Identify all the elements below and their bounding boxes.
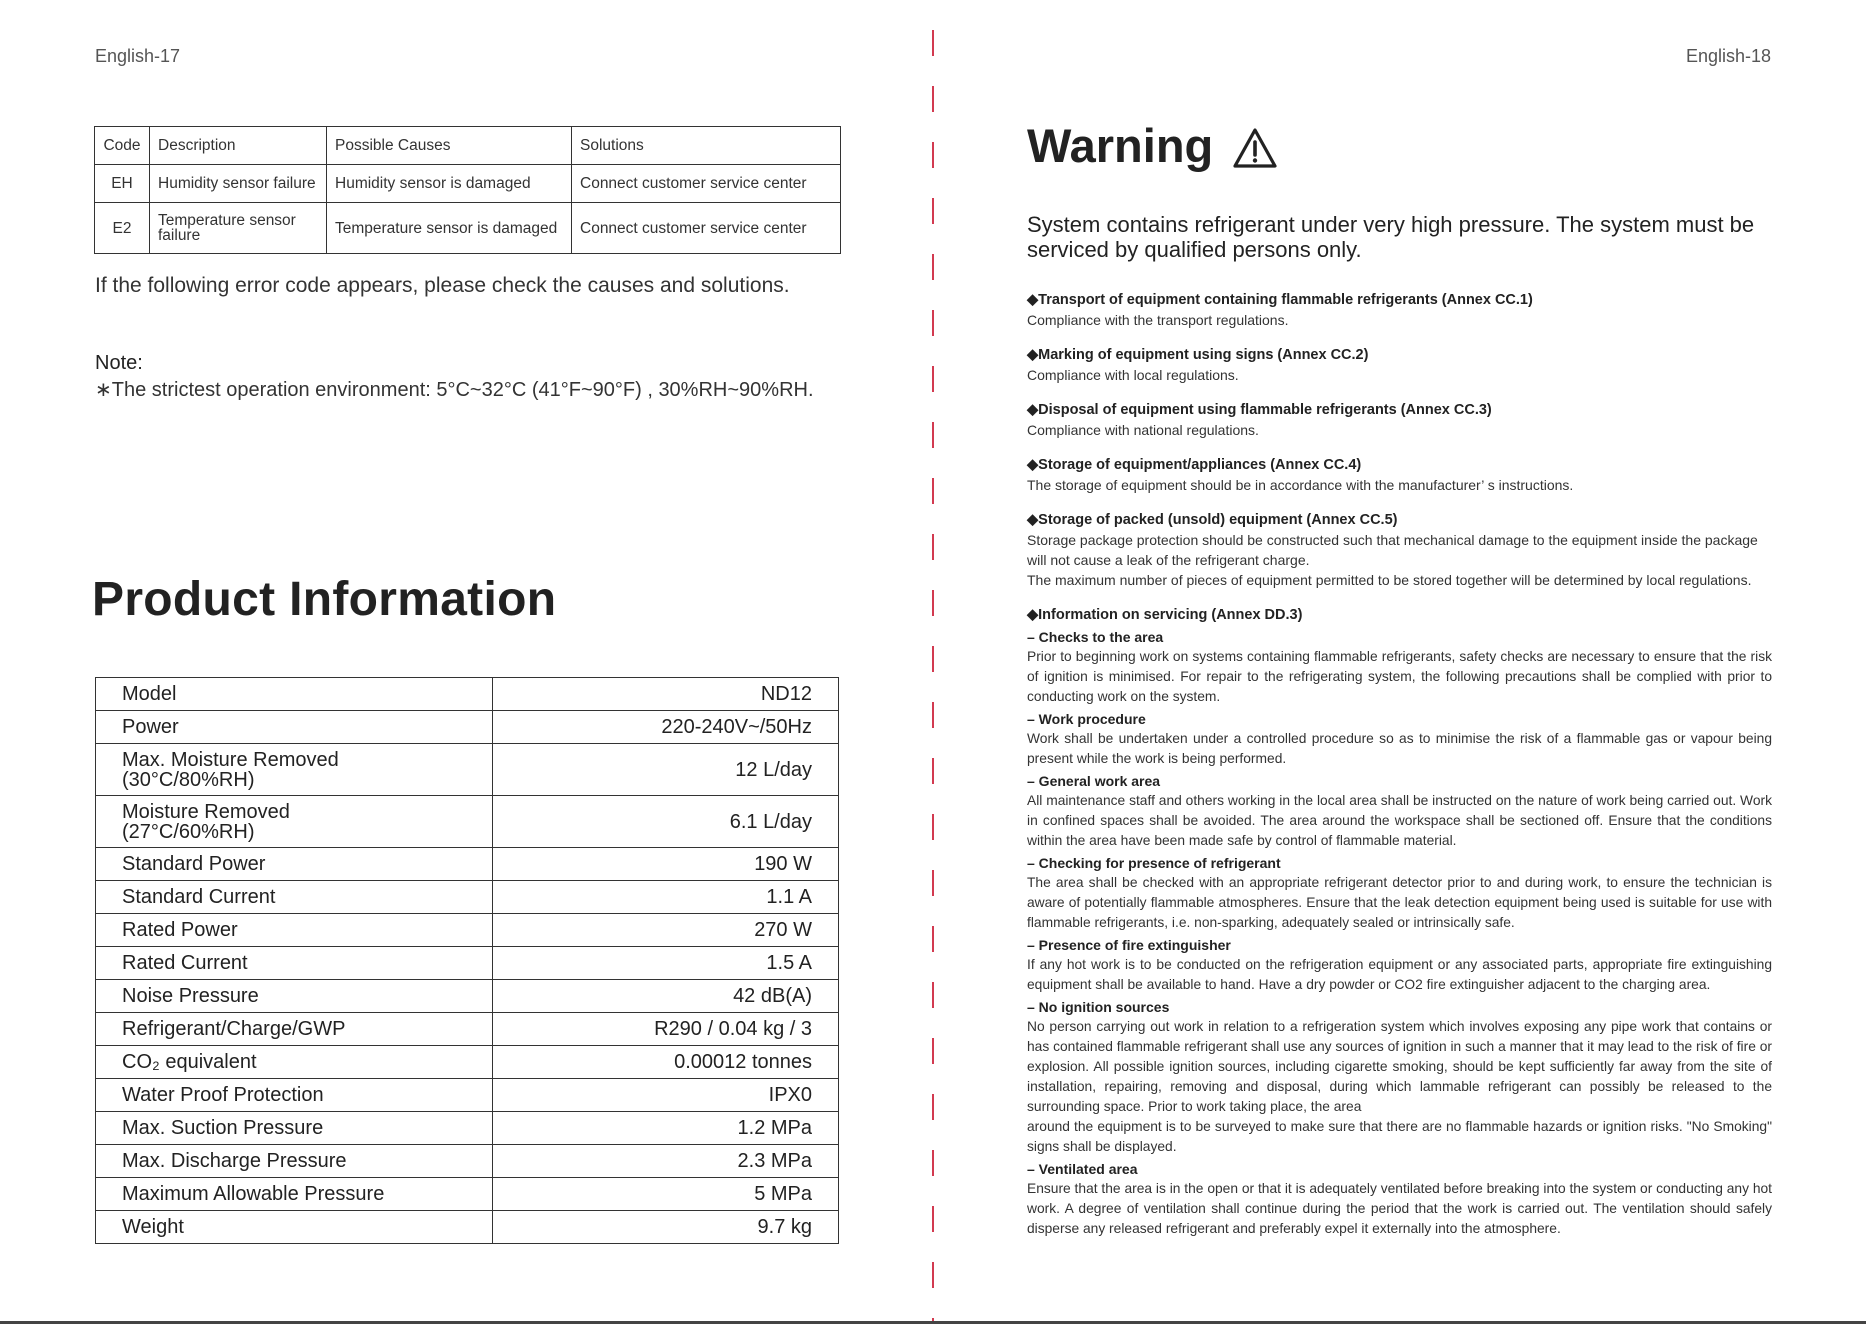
- spec-label: Moisture Removed (27°C/60%RH): [96, 796, 493, 848]
- section-text: Compliance with national regulations.: [1027, 422, 1259, 438]
- section-heading: ◆Marking of equipment using signs (Annex CC.2): [1027, 347, 1369, 363]
- note-title: Note:: [95, 352, 143, 374]
- error-code-table: [94, 126, 841, 254]
- spec-value: 1.2 MPa: [493, 1112, 839, 1145]
- table-row: [96, 1178, 839, 1211]
- table-row: [96, 881, 839, 914]
- servicing-item-title: – Work procedure: [1027, 711, 1146, 727]
- spec-label: Refrigerant/Charge/GWP: [96, 1013, 493, 1046]
- warning-lead-text: System contains refrigerant under very high pressure. The system must be serviced by qualified persons only.: [1027, 212, 1755, 262]
- warning-section: [1027, 455, 1772, 495]
- servicing-item-text: All maintenance staff and others working in the local area shall be instructed on the nature of work being carried out. Work in confined spaces shall be avoided. The area around the workspace shall be sectioned off. Ensure that the conditions within the area have been made safe by control of flammable material.: [1027, 793, 1772, 848]
- spec-value: IPX0: [493, 1079, 839, 1112]
- spec-value: ND12: [493, 678, 839, 711]
- warning-section: [1027, 510, 1772, 590]
- servicing-item-title: – General work area: [1027, 773, 1161, 789]
- warning-title: Warning: [1027, 119, 1214, 172]
- error-solution: Connect customer service center: [572, 165, 841, 203]
- table-row: [96, 1013, 839, 1046]
- table-row: [96, 1211, 839, 1244]
- spec-value: 1.1 A: [493, 881, 839, 914]
- spec-value: 42 dB(A): [493, 980, 839, 1013]
- section-text: Storage package protection should be constructed such that mechanical damage to the equipment inside the package will not cause a leak of the refrigerant charge.: [1027, 532, 1758, 568]
- product-info-table: [95, 677, 839, 1244]
- error-solution: Connect customer service center: [572, 203, 841, 254]
- servicing-item-text: Prior to beginning work on systems containing flammable refrigerants, safety checks are necessary to ensure that the risk of ignition is minimised. For repair to the refrigerating system, the following precautions shall be complied with prior to conducting work on the system.: [1027, 649, 1772, 704]
- table-header-row: [95, 127, 841, 165]
- servicing-item-text: If any hot work is to be conducted on the refrigeration equipment or any associated parts, appropriate fire extinguishing equipment shall be available to hand. Have a dry powder or CO2 fire extinguisher adjacent to the charging area.: [1027, 957, 1772, 992]
- section-heading: ◆Transport of equipment containing flammable refrigerants (Annex CC.1): [1027, 292, 1533, 308]
- section-heading: ◆Information on servicing (Annex DD.3): [1027, 607, 1303, 623]
- page-number-left: English-17: [95, 46, 181, 66]
- table-row: [96, 1112, 839, 1145]
- spec-label: Maximum Allowable Pressure: [96, 1178, 493, 1211]
- table-row: [96, 796, 839, 848]
- spec-value: 2.3 MPa: [493, 1145, 839, 1178]
- table-row: [96, 1145, 839, 1178]
- warning-triangle-icon: [1232, 127, 1278, 169]
- servicing-item-title: – Presence of fire extinguisher: [1027, 937, 1231, 953]
- header-causes: Possible Causes: [327, 127, 572, 165]
- section-text: Compliance with the transport regulations.: [1027, 312, 1289, 328]
- servicing-item-title: – Ventilated area: [1027, 1161, 1138, 1177]
- servicing-item-text: Ensure that the area is in the open or that it is adequately ventilated before breaking into the system or conducting any hot work. A degree of ventilation shall continue during the period that the work is carried out. The ventilation should safely disperse any released refrigerant and preferably expel it externally into the atmosphere.: [1027, 1181, 1772, 1236]
- error-description: Temperature sensor failure: [150, 203, 327, 254]
- warning-section: [1027, 400, 1772, 440]
- table-row: [96, 678, 839, 711]
- spec-label: Max. Discharge Pressure: [96, 1145, 493, 1178]
- table-row: [96, 914, 839, 947]
- product-info-title: Product Information: [92, 573, 557, 626]
- spec-value: 12 L/day: [493, 744, 839, 796]
- spec-label: Standard Current: [96, 881, 493, 914]
- table-row: [96, 1079, 839, 1112]
- spec-label: Weight: [96, 1211, 493, 1244]
- warning-section: [1027, 345, 1772, 385]
- spec-value: 270 W: [493, 914, 839, 947]
- servicing-item-text: No person carrying out work in relation to a refrigeration system which involves exposing any pipe work that contains or has contained flammable refrigerant shall use any sources of ignition in such a manner that it may lead to the risk of fire or explosion. All possible ignition sources, including cigarette smoking, should be kept sufficiently far away from the site of installation, repairing, removing and disposal, during which lammable refrigerant can possibly be released to the surrounding space. Prior to work taking place, the area: [1027, 1019, 1772, 1114]
- section-heading: ◆Storage of equipment/appliances (Annex CC.4): [1027, 457, 1362, 473]
- spec-label: Max. Moisture Removed (30°C/80%RH): [96, 744, 493, 796]
- spec-value: 220-240V~/50Hz: [493, 711, 839, 744]
- table-row: [95, 203, 841, 254]
- spec-label: Max. Suction Pressure: [96, 1112, 493, 1145]
- servicing-item-text: Work shall be undertaken under a controlled procedure so as to minimise the risk of a flammable gas or vapour being present while the work is being performed.: [1027, 731, 1772, 766]
- table-row: [96, 1046, 839, 1079]
- section-text: The maximum number of pieces of equipment permitted to be stored together will be determined by local regulations.: [1027, 572, 1752, 588]
- page-divider: [932, 0, 934, 1324]
- spec-label: Water Proof Protection: [96, 1079, 493, 1112]
- table-row: [96, 711, 839, 744]
- spec-value: 0.00012 tonnes: [493, 1046, 839, 1079]
- spec-value: 9.7 kg: [493, 1211, 839, 1244]
- page-number-right: English-18: [1686, 46, 1772, 66]
- table-row: [96, 980, 839, 1013]
- servicing-section: [1027, 605, 1772, 1239]
- error-cause: Humidity sensor is damaged: [327, 165, 572, 203]
- spec-label: Power: [96, 711, 493, 744]
- error-cause: Temperature sensor is damaged: [327, 203, 572, 254]
- table-row: [96, 848, 839, 881]
- warning-sections: [1027, 290, 1772, 1254]
- spec-label: Model: [96, 678, 493, 711]
- error-intro-text: If the following error code appears, please check the causes and solutions.: [95, 274, 790, 297]
- header-code: Code: [95, 127, 150, 165]
- spec-label: Rated Current: [96, 947, 493, 980]
- table-row: [96, 947, 839, 980]
- servicing-item-title: – Checking for presence of refrigerant: [1027, 855, 1281, 871]
- section-text: The storage of equipment should be in accordance with the manufacturer’ s instructions.: [1027, 477, 1574, 493]
- section-heading: ◆Storage of packed (unsold) equipment (Annex CC.5): [1027, 512, 1398, 528]
- spec-value: 190 W: [493, 848, 839, 881]
- servicing-item-text: around the equipment is to be surveyed to make sure that there are no flammable hazards or ignition risks. "No Smoking" signs shall be displayed.: [1027, 1119, 1772, 1154]
- section-heading: ◆Disposal of equipment using flammable refrigerants (Annex CC.3): [1027, 402, 1492, 418]
- spec-value: 5 MPa: [493, 1178, 839, 1211]
- spec-label: Rated Power: [96, 914, 493, 947]
- header-description: Description: [150, 127, 327, 165]
- spec-label: Standard Power: [96, 848, 493, 881]
- note-text: ∗The strictest operation environment: 5°C~32°C (41°F~90°F) , 30%RH~90%RH.: [95, 379, 814, 401]
- spec-label: CO₂ equivalent: [96, 1046, 493, 1079]
- error-description: Humidity sensor failure: [150, 165, 327, 203]
- header-solutions: Solutions: [572, 127, 841, 165]
- warning-section: [1027, 290, 1772, 330]
- spec-value: 6.1 L/day: [493, 796, 839, 848]
- error-code: EH: [95, 165, 150, 203]
- servicing-item-title: – Checks to the area: [1027, 629, 1164, 645]
- spec-label: Noise Pressure: [96, 980, 493, 1013]
- table-row: [95, 165, 841, 203]
- spec-value: R290 / 0.04 kg / 3: [493, 1013, 839, 1046]
- error-code: E2: [95, 203, 150, 254]
- servicing-item-title: – No ignition sources: [1027, 999, 1170, 1015]
- table-row: [96, 744, 839, 796]
- spec-value: 1.5 A: [493, 947, 839, 980]
- servicing-item-text: The area shall be checked with an appropriate refrigerant detector prior to and during work, to ensure the technician is aware of potentially flammable atmospheres. Ensure that the leak detection equipment being used is suitable for use with flammable refrigerants, i.e. non-sparking, adequately sealed or intrinsically safe.: [1027, 875, 1772, 930]
- section-text: Compliance with local regulations.: [1027, 367, 1239, 383]
